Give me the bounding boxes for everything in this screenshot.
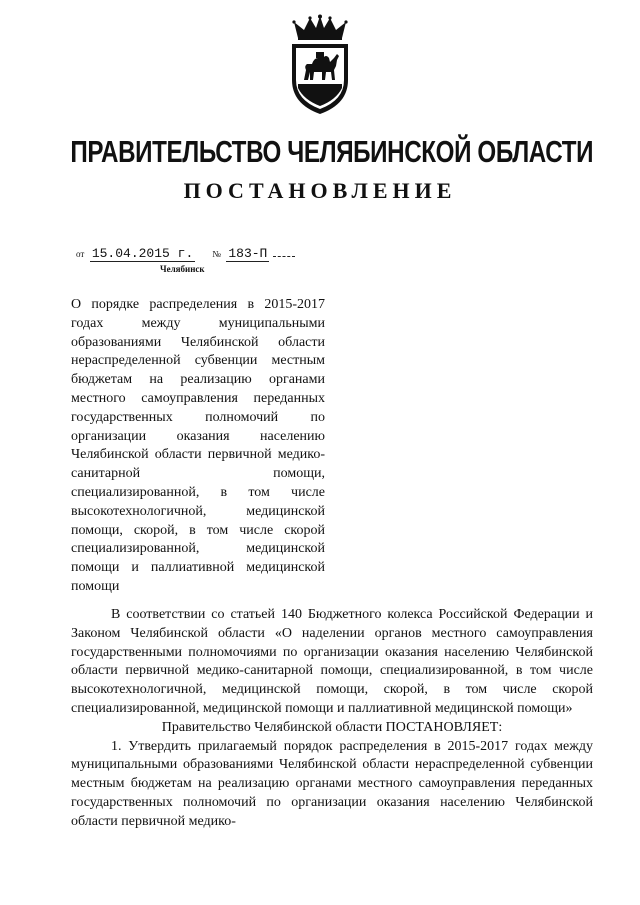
resolution-heading: Правительство Челябинской области ПОСТАНОВЛЯЕТ:	[161, 719, 503, 735]
coat-of-arms-icon	[284, 14, 356, 116]
document-place: Челябинск	[160, 264, 205, 274]
document-meta-line	[76, 246, 295, 262]
document-number: 183-П	[228, 246, 268, 261]
item-1-paragraph: 1. Утвердить прилагаемый порядок распределения в 2015-2017 годах между муниципальными образованиями Челябинской области нераспределенной субвенции местным бюджетам на реализацию органами местного самоуправления переданных государственных полномочий по организации оказания населению Челябинской области первичной медико-	[71, 738, 593, 829]
document-type: ПОСТАНОВЛЕНИЕ	[183, 178, 457, 203]
date-prefix: от	[76, 249, 85, 259]
number-prefix: №	[212, 249, 221, 259]
preamble-paragraph: В соответствии со статьей 140 Бюджетного колекса Российской Федерации и Законом Челябинской области «О наделении органов местного самоуправления государственными полномочиями по организации оказания населению Челябинской области первичной медико-санитарной помощи, специализированной, в том числе высокотехнологичной, медицинской помощи, скорой, в том числе скорой специализированной, медицинской помощи и паллиативной медицинской помощи»	[71, 607, 593, 716]
document-body	[71, 606, 593, 832]
document-date: 15.04.2015 г.	[91, 246, 194, 261]
government-title: ПРАВИТЕЛЬСТВО ЧЕЛЯБИНСКОЙ ОБЛАСТИ	[70, 134, 594, 169]
document-subject: О порядке распределения в 2015-2017 годах между муниципальными образованиями Челябинской области нераспределенной субвенции местным бюджетам на реализацию органами местного самоуправления переданных государственных полномочий по организации оказания населению Челябинской области первичной медико-санитарной помощи, специализированной, в том числе высокотехнологичной, медицинской помощи, скорой, в том числе скорой специализированной, медицинской помощи и паллиативной медицинской помощи	[71, 297, 325, 594]
number-underline	[273, 256, 295, 257]
